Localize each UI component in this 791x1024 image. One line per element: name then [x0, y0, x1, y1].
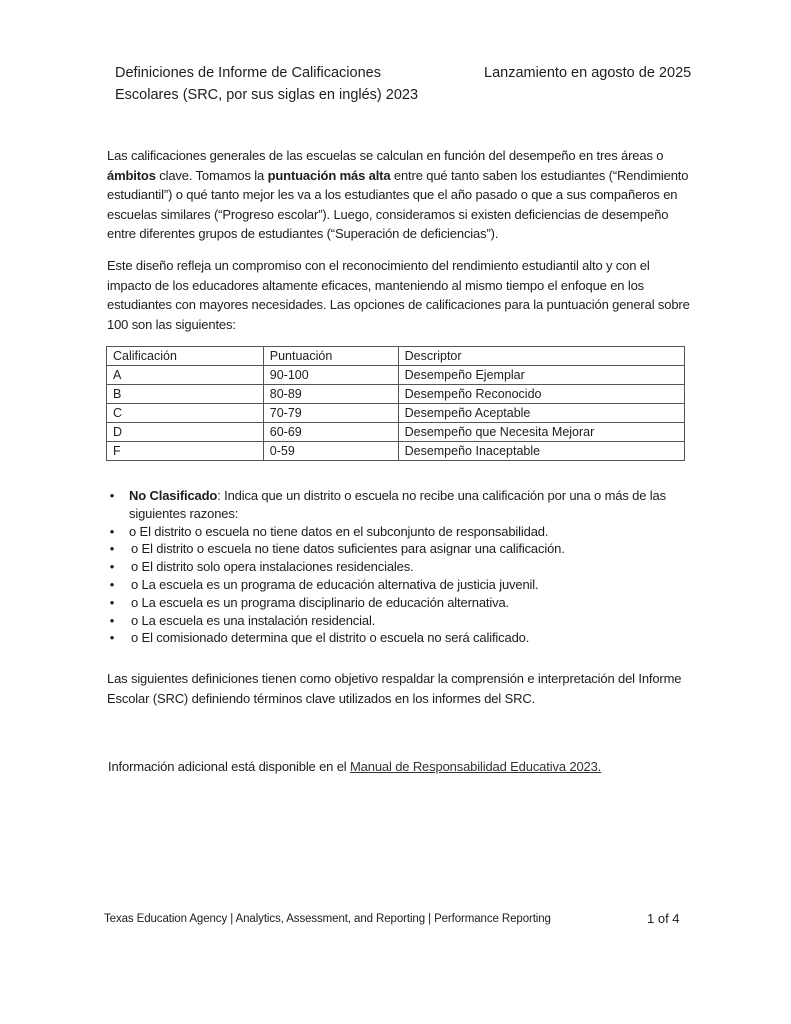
- list-item: [107, 558, 697, 576]
- cell-grade: B: [107, 385, 264, 404]
- additional-info-text: Información adicional está disponible en el: [108, 759, 350, 774]
- title-line-1: Definiciones de Informe de Calificaciones: [115, 65, 381, 81]
- table-row: [107, 366, 685, 385]
- bullet-icon: •: [109, 523, 115, 539]
- table-header-row: [107, 347, 685, 366]
- list-item: [107, 629, 697, 647]
- cell-score: 60-69: [263, 423, 398, 442]
- accountability-manual-link[interactable]: Manual de Responsabilidad Educativa 2023.: [350, 759, 602, 774]
- bullet-icon: •: [109, 612, 115, 628]
- cell-score: 70-79: [263, 404, 398, 423]
- bullet-icon: •: [109, 541, 115, 557]
- reason-text: o El distrito solo opera instalaciones residenciales.: [131, 559, 414, 575]
- list-item: [107, 594, 697, 612]
- text-run: Las calificaciones generales de las escuelas se calculan en función del desempeño en tres áreas o: [107, 148, 664, 163]
- cell-descriptor: Desempeño que Necesita Mejorar: [398, 423, 684, 442]
- title-line-2: Escolares (SRC, por sus siglas en inglés) 2023: [115, 87, 419, 103]
- cell-grade: A: [107, 366, 264, 385]
- table-row: [107, 385, 685, 404]
- reason-text: o El comisionado determina que el distrito o escuela no será calificado.: [131, 630, 530, 646]
- cell-grade: D: [107, 423, 264, 442]
- not-rated-list: [107, 487, 697, 647]
- reason-text: o La escuela es un programa de educación alternativa de justicia juvenil.: [131, 576, 539, 592]
- reason-text: o El distrito o escuela no tiene datos en el subconjunto de responsabilidad.: [129, 523, 549, 539]
- cell-descriptor: Desempeño Ejemplar: [398, 366, 684, 385]
- design-paragraph: Este diseño refleja un compromiso con el reconocimiento del rendimiento estudiantil alto y con el impacto de los educadores altamente eficaces, manteniendo al mismo tiempo el enfoque en los estudiantes con mayores necesidades. Las opciones de calificaciones para la puntuación general sobre 100 son las siguientes:: [107, 258, 690, 332]
- cell-descriptor: Desempeño Reconocido: [398, 385, 684, 404]
- cell-score: 90-100: [263, 366, 398, 385]
- list-item: [107, 540, 697, 558]
- reason-text: o La escuela es una instalación residencial.: [131, 612, 376, 628]
- text-run: entre qué tanto saben los estudiantes (“Rendimiento estudiantil”) o qué tanto mejor les va a los estudiantes que el año pasado o que a sus compañeros en escuelas similares (“Progreso escolar”). Luego, consideramos si existen deficiencias de desempeño entre diferentes grupos de estudiantes (“Superación de deficiencias”).: [107, 167, 689, 241]
- table-row: [107, 423, 685, 442]
- reason-text: o La escuela es un programa disciplinario de educación alternativa.: [131, 594, 510, 610]
- bullet-icon: •: [109, 630, 115, 646]
- cell-grade: C: [107, 404, 264, 423]
- table-row: [107, 404, 685, 423]
- header-descriptor: Descriptor: [398, 347, 684, 366]
- grades-table: [106, 346, 685, 461]
- bullet-icon: •: [109, 576, 115, 592]
- intro-paragraph: [107, 146, 697, 244]
- document-title: [115, 62, 445, 106]
- cell-score: 0-59: [263, 442, 398, 461]
- page-number: 1 of 4: [647, 911, 680, 926]
- cell-descriptor: Desempeño Aceptable: [398, 404, 684, 423]
- text-run: clave. Tomamos la: [155, 167, 268, 183]
- definitions-purpose-paragraph: Las siguientes definiciones tienen como objetivo respaldar la comprensión e interpretación del Informe Escolar (SRC) definiendo términos clave utilizados en los informes del SRC.: [107, 671, 682, 706]
- not-rated-term: No Clasificado: [129, 488, 218, 503]
- cell-descriptor: Desempeño Inaceptable: [398, 442, 684, 461]
- bullet-icon: •: [109, 488, 115, 503]
- bullet-icon: •: [109, 559, 115, 575]
- table-row: [107, 442, 685, 461]
- list-item: [107, 576, 697, 594]
- list-item: [107, 612, 697, 630]
- list-item-not-rated: [107, 487, 697, 523]
- cell-score: 80-89: [263, 385, 398, 404]
- list-item: [107, 523, 697, 541]
- bold-term-ambitos: ámbitos: [107, 167, 156, 183]
- header-grade: Calificación: [107, 347, 264, 366]
- reason-text: o El distrito o escuela no tiene datos suficientes para asignar una calificación.: [131, 541, 565, 557]
- cell-grade: F: [107, 442, 264, 461]
- bullet-icon: •: [109, 594, 115, 610]
- release-date: Lanzamiento en agosto de 2025: [484, 65, 692, 81]
- header-score: Puntuación: [263, 347, 398, 366]
- not-rated-definition: : Indica que un distrito o escuela no recibe una calificación por una o más de las siguientes razones:: [129, 488, 666, 521]
- bold-term-highest-score: puntuación más alta: [267, 167, 391, 183]
- additional-info: [108, 757, 601, 776]
- footer-text: Texas Education Agency | Analytics, Assessment, and Reporting | Performance Reporting: [104, 913, 551, 925]
